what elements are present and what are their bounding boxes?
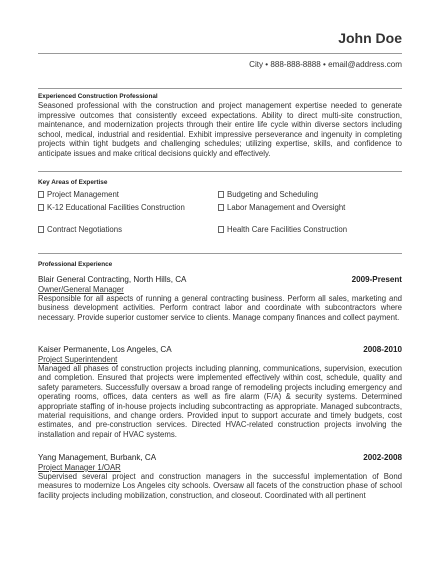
job-company: Blair General Contracting, North Hills, CA xyxy=(38,275,187,284)
job-description: Supervised several project and construction managers in the successful implementation of Bond measures to modernize Los Angeles city schools. Oversaw all facets of the construction phase of school facility projects including mobilization, construction, and closeout. Coordinated with all pertinent xyxy=(38,472,402,500)
job-dates: 2002-2008 xyxy=(363,453,402,462)
checkbox-icon xyxy=(218,191,224,198)
candidate-name: John Doe xyxy=(338,30,402,46)
section-divider xyxy=(38,253,402,254)
job-description: Managed all phases of construction projects including planning, communications, supervision, execution and completion. Ensured that projects were implemented effectively within cost, schedule, quality and safety parameters. Successfully oversaw a broad range of remodeling projects including emergency and operating rooms, offices, data centers as well as fire alarm (F/A) & security systems. Determined appropriate staffing of in-house projects including subcontracting as appropriate. Managed subcontracts, material requisitions, and change orders. Provided input to support accurate and timely budgets, cost estimates, and pre-construction services. Directed HVAC-related construction projects involving the installation and repair of HVAC systems. xyxy=(38,364,402,439)
expertise-item: Project Management xyxy=(38,190,214,200)
expertise-item: Budgeting and Scheduling xyxy=(218,190,402,200)
header-divider xyxy=(38,53,402,54)
experience-heading: Professional Experience xyxy=(38,261,113,268)
checkbox-icon xyxy=(38,191,44,198)
checkbox-icon xyxy=(38,226,44,233)
section-divider xyxy=(38,171,402,172)
job-header xyxy=(38,345,402,354)
section-divider xyxy=(38,88,402,89)
expertise-heading: Key Areas of Expertise xyxy=(38,179,108,186)
job-dates: 2009-Present xyxy=(351,275,402,284)
job-description: Responsible for all aspects of running a general contracting business. Perform all sales, marketing and business development activities. Perform contract labor and coordinate with subcontractors where necessary. Provide superior customer service to clients. Manage company finances and collect payment. xyxy=(38,294,402,322)
job-dates: 2008-2010 xyxy=(363,345,402,354)
job-role: Project Manager 1/OAR xyxy=(38,463,121,472)
checkbox-icon xyxy=(38,204,44,211)
expertise-item: Health Care Facilities Construction xyxy=(218,225,402,235)
summary-text: Seasoned professional with the construction and project management expertise needed to generate impressive outcomes that consistently exceed expectations. Ability to direct multi-site construction, maintenance, and modernization projects through their entire life cycle within diverse sectors including school, medical, industrial and residential. Exhibit impressive perseverance and ingenuity in completing projects within tight budgets and challenging schedules; utilizing expertise, skills, and confidence to anticipate issues and make critical decisions quickly and effectively. xyxy=(38,101,402,158)
contact-line: City • 888-888-8888 • email@address.com xyxy=(249,60,402,69)
summary-heading: Experienced Construction Professional xyxy=(38,93,158,100)
expertise-item: Labor Management and Oversight xyxy=(218,203,402,213)
job-header xyxy=(38,275,402,284)
checkbox-icon xyxy=(218,204,224,211)
job-header xyxy=(38,453,402,462)
checkbox-icon xyxy=(218,226,224,233)
job-company: Yang Management, Burbank, CA xyxy=(38,453,157,462)
expertise-item: K-12 Educational Facilities Construction xyxy=(38,203,214,213)
job-company: Kaiser Permanente, Los Angeles, CA xyxy=(38,345,172,354)
job-role: Project Superintendent xyxy=(38,355,118,364)
expertise-item: Contract Negotiations xyxy=(38,225,214,235)
job-role: Owner/General Manager xyxy=(38,285,124,294)
